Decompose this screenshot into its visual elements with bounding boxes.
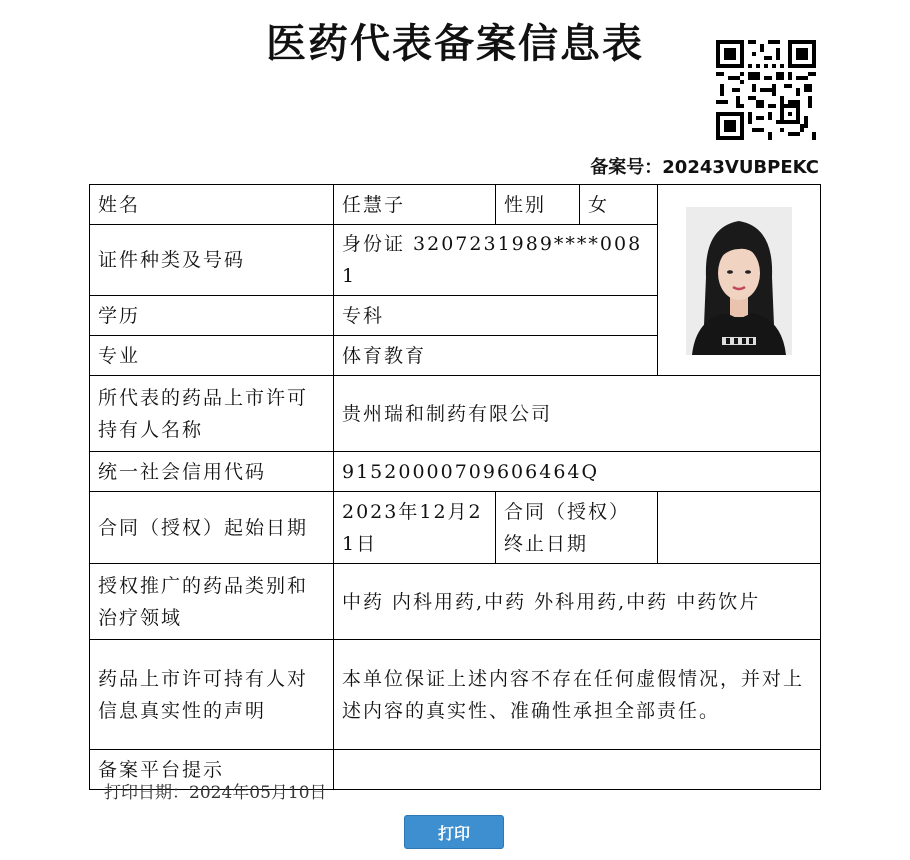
declaration-value: 本单位保证上述内容不存在任何虚假情况，并对上述内容的真实性、准确性承担全部责任。: [334, 640, 821, 750]
record-number-value: 20243VUBPEKC: [662, 157, 819, 178]
education-value: 专科: [334, 296, 658, 336]
platform-notice-value: [334, 750, 821, 790]
record-form-table: [89, 184, 821, 790]
holder-value: 贵州瑞和制药有限公司: [334, 376, 821, 452]
scope-label: 授权推广的药品类别和治疗领域: [90, 564, 334, 640]
name-label: 姓名: [90, 185, 334, 225]
page-title: 医药代表备案信息表: [266, 21, 644, 67]
photo-cell: [658, 185, 821, 376]
education-label: 学历: [90, 296, 334, 336]
credit-code-label: 统一社会信用代码: [90, 452, 334, 492]
id-value: 身份证 3207231989****0081: [334, 225, 658, 296]
platform-notice-label: 备案平台提示: [90, 750, 334, 790]
id-label: 证件种类及号码: [90, 225, 334, 296]
record-number-label: 备案号：: [590, 157, 663, 178]
start-date-value: 2023年12月21日: [334, 492, 496, 564]
holder-label: 所代表的药品上市许可持有人名称: [90, 376, 334, 452]
print-date: 打印日期：2024年05月10日: [104, 783, 327, 803]
end-date-value: [658, 492, 821, 564]
qr-code-icon: [716, 40, 816, 140]
major-value: 体育教育: [334, 336, 658, 376]
print-button[interactable]: 打印: [404, 815, 504, 849]
gender-value: 女: [580, 185, 658, 225]
scope-value: 中药 内科用药,中药 外科用药,中药 中药饮片: [334, 564, 821, 640]
major-label: 专业: [90, 336, 334, 376]
declaration-label: 药品上市许可持有人对信息真实性的声明: [90, 640, 334, 750]
credit-code-value: 91520000709606464Q: [334, 452, 821, 492]
portrait-photo: [686, 207, 792, 355]
gender-label: 性别: [496, 185, 580, 225]
record-number: [590, 153, 819, 179]
start-date-label: 合同（授权）起始日期: [90, 492, 334, 564]
end-date-label: 合同（授权）终止日期: [496, 492, 658, 564]
name-value: 任慧子: [334, 185, 496, 225]
